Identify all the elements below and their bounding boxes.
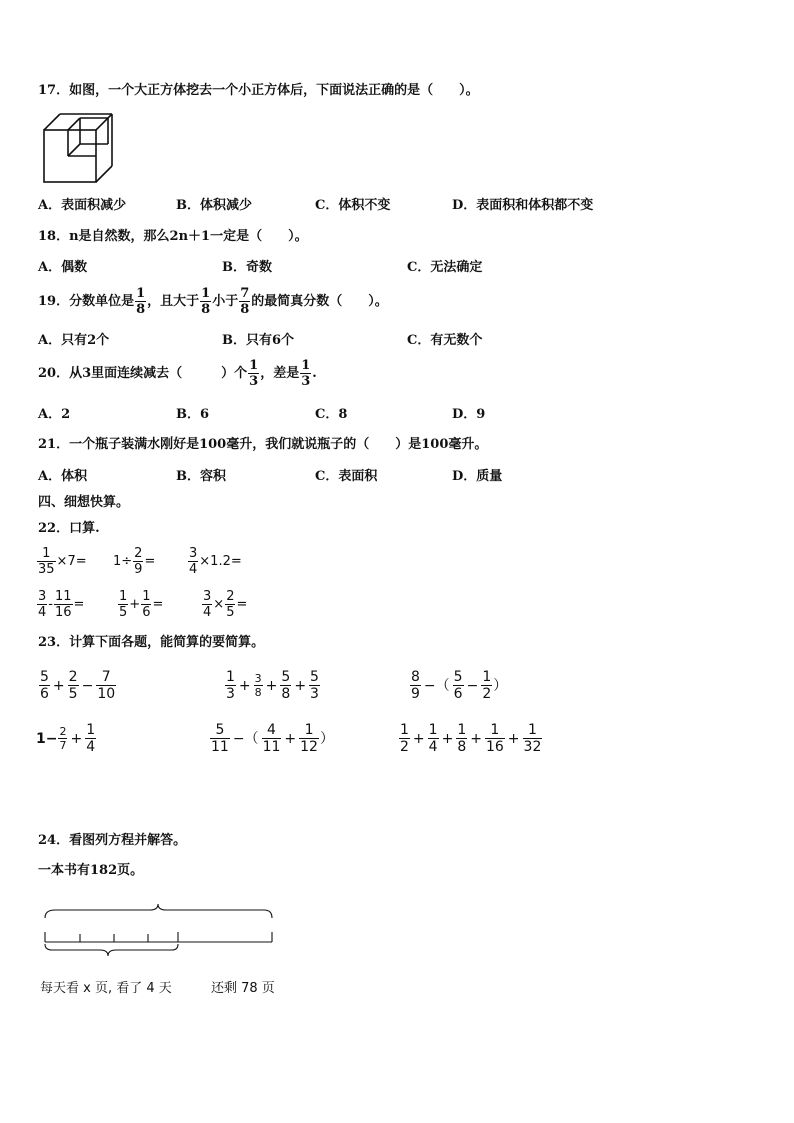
fraction-seven-eighths: $\frac{7}{8}$ xyxy=(240,286,250,317)
q19-option-a[interactable]: A．只有2个 xyxy=(38,333,110,348)
question-20-stem: 20．从3里面连续减去（ ）个 $\frac{1}{3}$ ，差是 $\frac{1}{3}$ . xyxy=(38,358,317,389)
mental-calc-1: $\frac{1}{35}$ ×7= xyxy=(38,546,87,577)
q18-option-b[interactable]: B．奇数 xyxy=(222,260,272,275)
calc-problem-6: $\frac{1}{2}$ + $\frac{1}{4}$ + $\frac{1}{8}$ + $\frac{1}{16}$ + $\frac{1}{32}$ xyxy=(400,722,542,755)
diagram-label-remaining: 还剩 78 页 xyxy=(211,981,275,996)
calc-problem-3: $\frac{8}{9}$ −（ $\frac{5}{6}$ − $\frac{1}{2}$ ） xyxy=(411,669,508,702)
question-23-title: 23．计算下面各题，能简算的要简算。 xyxy=(38,635,265,650)
calc-problem-2: $\frac{1}{3}$ + $\frac{3}{8}$ + $\frac{5}{8}$ + $\frac{5}{3}$ xyxy=(226,669,319,702)
calc-problem-1: $\frac{5}{6}$ + $\frac{2}{5}$ − $\frac{7}{10}$ xyxy=(40,669,116,702)
q17-option-d[interactable]: D．表面积和体积都不变 xyxy=(452,198,594,213)
q21-option-c[interactable]: C．表面积 xyxy=(315,469,378,484)
q20-option-c[interactable]: C．8 xyxy=(315,407,348,422)
mental-calc-2: 1÷ $\frac{2}{9}$ = xyxy=(113,546,156,577)
cube-figure xyxy=(42,112,116,184)
q18-option-a[interactable]: A．偶数 xyxy=(38,260,88,275)
question-22-title: 22．口算. xyxy=(38,521,100,536)
mental-calc-3: $\frac{3}{4}$ ×1.2= xyxy=(189,546,242,577)
mental-calc-6: $\frac{3}{4}$ × $\frac{2}{5}$ = xyxy=(203,589,248,620)
mental-calc-5: $\frac{1}{5}$ + $\frac{1}{6}$ = xyxy=(119,589,164,620)
fraction-one-third: $\frac{1}{3}$ xyxy=(301,358,311,389)
question-21-stem: 21．一个瓶子装满水刚好是100毫升，我们就说瓶子的（ ）是100毫升。 xyxy=(38,437,488,452)
question-17-stem: 17．如图，一个大正方体挖去一个小正方体后，下面说法正确的是（ ）。 xyxy=(38,83,479,98)
q19-option-b[interactable]: B．只有6个 xyxy=(222,333,295,348)
q18-option-c[interactable]: C．无法确定 xyxy=(407,260,483,275)
fraction-one-third: $\frac{1}{3}$ xyxy=(249,358,259,389)
q17-option-b[interactable]: B．体积减少 xyxy=(176,198,252,213)
q21-option-b[interactable]: B．容积 xyxy=(176,469,226,484)
q17-option-c[interactable]: C．体积不变 xyxy=(315,198,391,213)
question-24-statement: 一本书有182页。 xyxy=(38,863,144,878)
diagram-label-read: 每天看 x 页, 看了 4 天 xyxy=(40,981,172,996)
mental-calc-4: $\frac{3}{4}$ - $\frac{11}{16}$ = xyxy=(38,589,85,620)
question-19-stem: 19．分数单位是 $\frac{1}{8}$ ，且大于 $\frac{1}{8}$ 小于 $\frac{7}{8}$ 的最简真分数（ ）。 xyxy=(38,286,388,317)
q20-option-b[interactable]: B．6 xyxy=(176,407,210,422)
section-4-heading: 四、细想快算。 xyxy=(38,495,130,510)
q21-option-d[interactable]: D．质量 xyxy=(452,469,503,484)
q21-option-a[interactable]: A．体积 xyxy=(38,469,88,484)
q20-option-a[interactable]: A．2 xyxy=(38,407,71,422)
calc-problem-5: $\frac{5}{11}$ −（ $\frac{4}{11}$ + $\frac{1}{12}$ ） xyxy=(211,722,334,755)
segment-diagram xyxy=(40,900,280,960)
question-18-stem: 18．n是自然数，那么2n＋1一定是（ ）。 xyxy=(38,229,308,244)
q20-option-d[interactable]: D．9 xyxy=(452,407,486,422)
q17-option-a[interactable]: A．表面积减少 xyxy=(38,198,127,213)
fraction-one-eighth: $\frac{1}{8}$ xyxy=(136,286,146,317)
q19-option-c[interactable]: C．有无数个 xyxy=(407,333,483,348)
question-24-title: 24．看图列方程并解答。 xyxy=(38,833,187,848)
calc-problem-4: 1− $\frac{2}{7}$ + $\frac{1}{4}$ xyxy=(36,722,96,755)
fraction-one-eighth: $\frac{1}{8}$ xyxy=(201,286,211,317)
